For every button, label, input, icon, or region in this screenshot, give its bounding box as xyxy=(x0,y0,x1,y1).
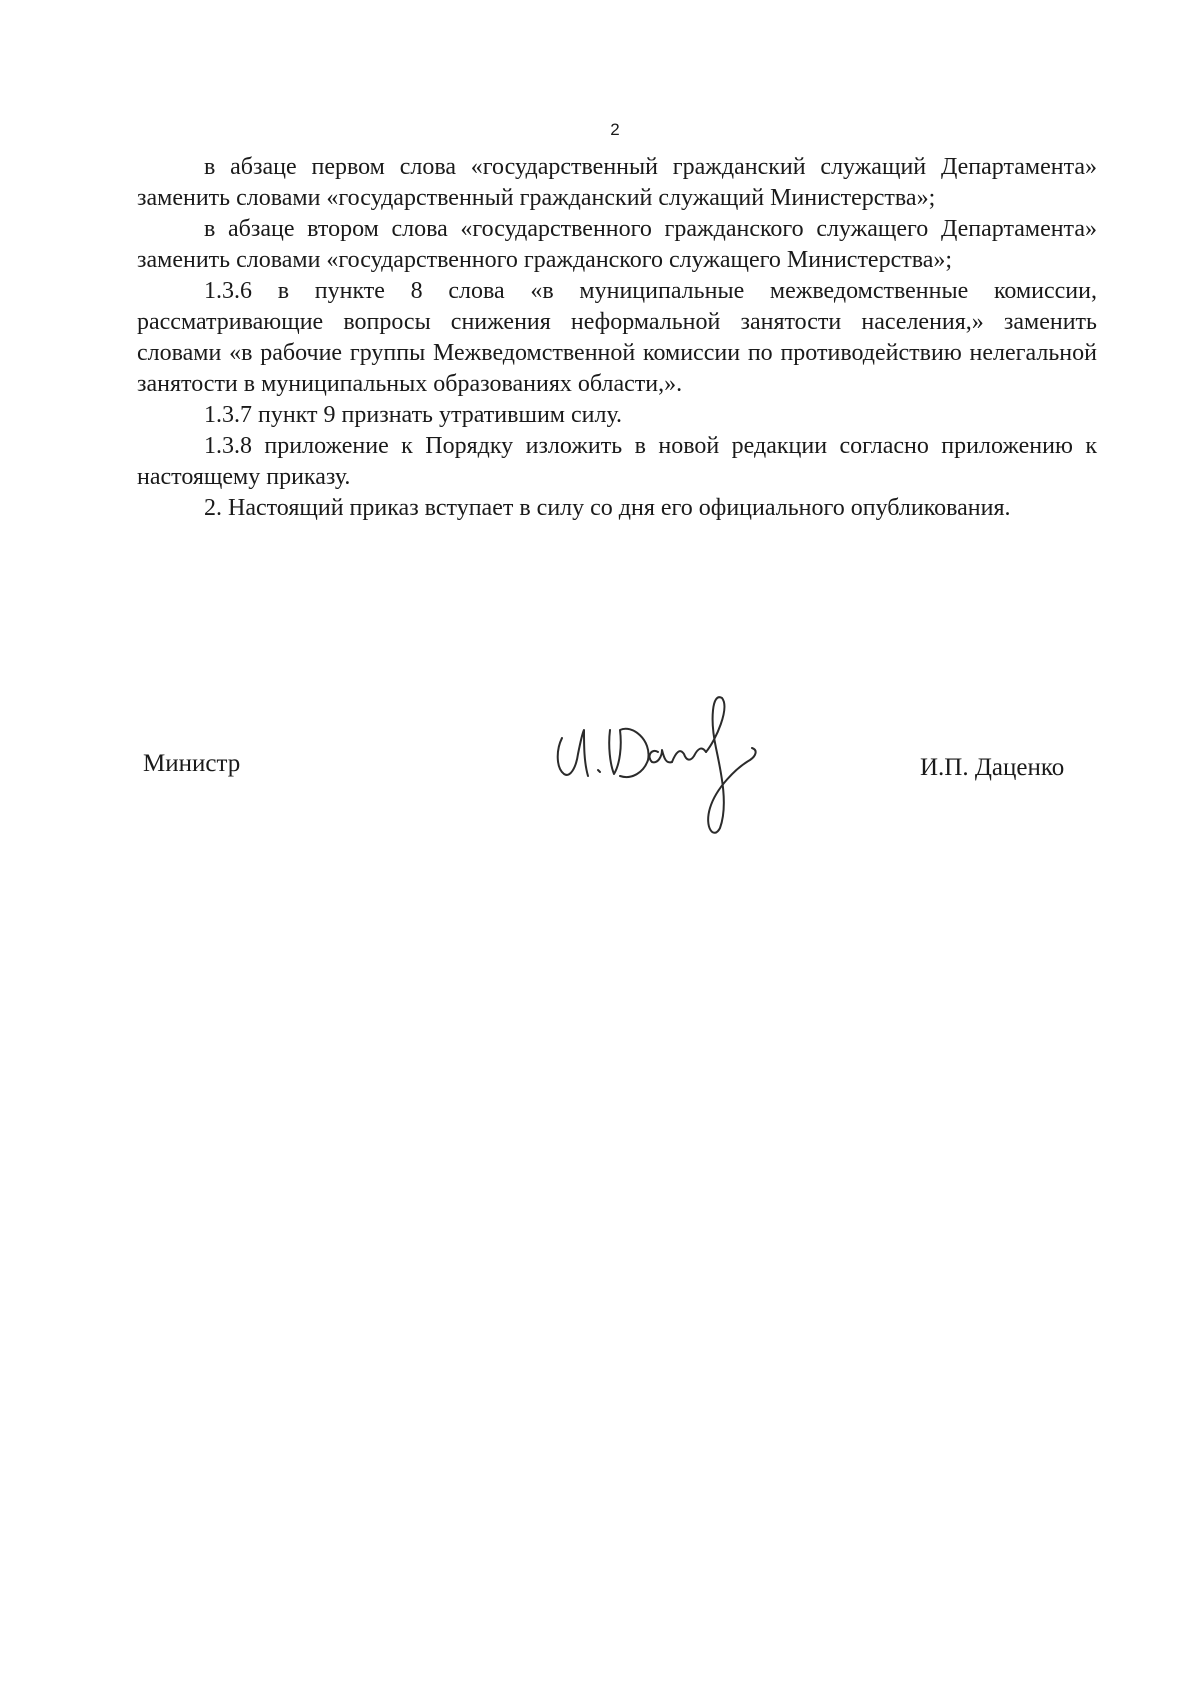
paragraph-4: 1.3.7 пункт 9 признать утратившим силу. xyxy=(204,402,623,428)
handwritten-signature xyxy=(540,690,810,840)
signatory-name: И.П. Даценко xyxy=(920,754,1065,781)
page-number: 2 xyxy=(610,120,620,139)
paragraph-1: в абзаце первом слова «государственный гражданский служащий Департамента» заменить словами «государственный гражданский служащий Министерства»; xyxy=(137,154,1097,211)
paragraph-6: 2. Настоящий приказ вступает в силу со дня его официального опубликования. xyxy=(204,495,1011,521)
signatory-title: Министр xyxy=(143,750,241,777)
signature-block xyxy=(0,690,1200,840)
document-body xyxy=(137,152,1097,524)
paragraph-5: 1.3.8 приложение к Порядку изложить в новой редакции согласно приложению к настоящему приказу. xyxy=(137,433,1097,490)
paragraph-3: 1.3.6 в пункте 8 слова «в муниципальные межведомственные комиссии, рассматривающие вопросы снижения неформальной занятости населения,» заменить словами «в рабочие группы Межведомственной комиссии по противодействию нелегальной занятости в муниципальных образованиях области,». xyxy=(137,278,1097,397)
paragraph-2: в абзаце втором слова «государственного гражданского служащего Департамента» заменить словами «государственного гражданского служащего Министерства»; xyxy=(137,216,1097,273)
